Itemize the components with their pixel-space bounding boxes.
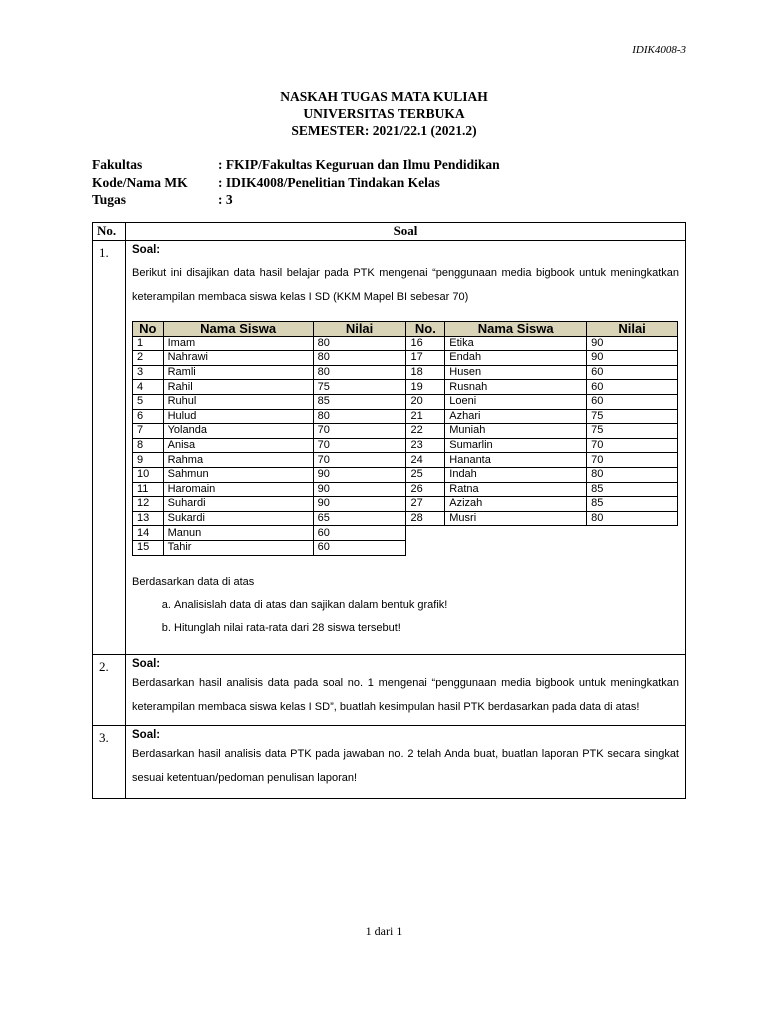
student-score: 90 xyxy=(587,336,678,351)
student-no: 22 xyxy=(406,424,445,439)
student-score: 60 xyxy=(587,365,678,380)
col-header: No xyxy=(133,322,164,337)
student-no: 28 xyxy=(406,511,445,526)
question-number: 3. xyxy=(93,725,126,798)
student-name: Sumarlin xyxy=(445,438,587,453)
questions-table xyxy=(92,222,686,799)
col-header: Nilai xyxy=(587,322,678,337)
student-score: 80 xyxy=(313,365,406,380)
meta-value: : FKIP/Fakultas Keguruan dan Ilmu Pendidikan xyxy=(218,157,500,172)
student-name: Hananta xyxy=(445,453,587,468)
col-header: Nama Siswa xyxy=(163,322,313,337)
student-name: Ratna xyxy=(445,482,587,497)
header-no: No. xyxy=(93,223,126,241)
question-number: 1. xyxy=(93,241,126,655)
document-title xyxy=(0,88,768,139)
table-row xyxy=(133,467,678,482)
student-scores-table xyxy=(132,321,678,556)
student-score: 70 xyxy=(313,438,406,453)
student-no: 4 xyxy=(133,380,164,395)
student-no: 24 xyxy=(406,453,445,468)
question-number: 2. xyxy=(93,654,126,725)
student-name: Rusnah xyxy=(445,380,587,395)
student-name: Loeni xyxy=(445,394,587,409)
table-row xyxy=(133,511,678,526)
meta-task xyxy=(92,191,500,209)
student-no: 11 xyxy=(133,482,164,497)
student-name: Hulud xyxy=(163,409,313,424)
student-no: 5 xyxy=(133,394,164,409)
student-score: 70 xyxy=(313,453,406,468)
student-name: Nahrawi xyxy=(163,351,313,366)
student-name: Imam xyxy=(163,336,313,351)
student-score: 85 xyxy=(313,394,406,409)
student-name: Rahil xyxy=(163,380,313,395)
student-name: Rahma xyxy=(163,453,313,468)
student-score: 70 xyxy=(587,453,678,468)
student-score: 60 xyxy=(313,526,406,541)
scores-body xyxy=(133,336,678,555)
empty-cell xyxy=(445,526,587,541)
student-score: 90 xyxy=(587,351,678,366)
question-1-intro: Berikut ini disajikan data hasil belajar pada PTK mengenai “penggunaan media bigbook untuk meningkatkan keterampilan membaca siswa kelas I SD (KKM Mapel BI sebesar 70) xyxy=(132,267,679,303)
document-code: IDIK4008-3 xyxy=(632,44,686,56)
student-no: 10 xyxy=(133,467,164,482)
table-row xyxy=(133,482,678,497)
question-2-text: Berdasarkan hasil analisis data pada soal no. 1 mengenai “penggunaan media bigbook untuk meningkatkan keterampilan membaca siswa kelas I SD”, buatlah kesimpulan hasil PTK berdasarkan pada data di atas! xyxy=(132,676,679,713)
question-2-content xyxy=(126,654,686,725)
student-no: 2 xyxy=(133,351,164,366)
student-name: Yolanda xyxy=(163,424,313,439)
student-name: Ramli xyxy=(163,365,313,380)
student-score: 80 xyxy=(587,467,678,482)
question-1-followup: Berdasarkan data di atas xyxy=(132,575,255,588)
student-no: 15 xyxy=(133,540,164,555)
table-row xyxy=(133,424,678,439)
table-row xyxy=(133,453,678,468)
soal-label: Soal: xyxy=(132,728,161,741)
title-line-2: UNIVERSITAS TERBUKA xyxy=(303,106,465,121)
student-name: Husen xyxy=(445,365,587,380)
meta-label: Kode/Nama MK xyxy=(92,174,188,190)
empty-cell xyxy=(406,540,445,555)
table-row xyxy=(133,438,678,453)
student-score: 90 xyxy=(313,482,406,497)
student-no: 14 xyxy=(133,526,164,541)
empty-cell xyxy=(587,526,678,541)
student-no: 8 xyxy=(133,438,164,453)
student-score: 80 xyxy=(313,409,406,424)
student-name: Azizah xyxy=(445,497,587,512)
page-number: 1 dari 1 xyxy=(365,924,403,938)
student-no: 21 xyxy=(406,409,445,424)
student-no: 18 xyxy=(406,365,445,380)
student-no: 19 xyxy=(406,380,445,395)
student-no: 1 xyxy=(133,336,164,351)
student-name: Indah xyxy=(445,467,587,482)
student-score: 60 xyxy=(587,394,678,409)
question-3-content xyxy=(126,725,686,798)
student-name: Musri xyxy=(445,511,587,526)
student-name: Suhardi xyxy=(163,497,313,512)
table-row xyxy=(133,409,678,424)
student-no: 26 xyxy=(406,482,445,497)
student-score: 70 xyxy=(313,424,406,439)
empty-cell xyxy=(587,540,678,555)
empty-cell xyxy=(445,540,587,555)
meta-label: Tugas xyxy=(92,192,127,207)
course-meta xyxy=(92,156,500,209)
student-no: 16 xyxy=(406,336,445,351)
student-name: Sukardi xyxy=(163,511,313,526)
soal-label: Soal: xyxy=(132,657,161,670)
student-no: 13 xyxy=(133,511,164,526)
table-row xyxy=(133,380,678,395)
question-1-row xyxy=(93,241,686,655)
student-no: 3 xyxy=(133,365,164,380)
student-score: 80 xyxy=(313,351,406,366)
student-no: 27 xyxy=(406,497,445,512)
student-score: 85 xyxy=(587,482,678,497)
student-score: 85 xyxy=(587,497,678,512)
student-no: 20 xyxy=(406,394,445,409)
student-score: 80 xyxy=(587,511,678,526)
title-line-1: NASKAH TUGAS MATA KULIAH xyxy=(280,89,488,104)
student-score: 90 xyxy=(313,467,406,482)
question-3-text: Berdasarkan hasil analisis data PTK pada jawaban no. 2 telah Anda buat, buatlan laporan PTK secara singkat sesuai ketentuan/pedoman penulisan laporan! xyxy=(132,747,679,784)
col-header: Nilai xyxy=(313,322,406,337)
empty-cell xyxy=(406,526,445,541)
student-no: 7 xyxy=(133,424,164,439)
student-no: 6 xyxy=(133,409,164,424)
student-score: 75 xyxy=(587,409,678,424)
table-row xyxy=(133,526,678,541)
question-1-content xyxy=(126,241,686,655)
student-score: 80 xyxy=(313,336,406,351)
student-no: 17 xyxy=(406,351,445,366)
student-score: 65 xyxy=(313,511,406,526)
meta-label: Fakultas xyxy=(92,157,143,172)
task-item: b. Hitunglah nilai rata-rata dari 28 siswa tersebut! xyxy=(174,617,679,640)
table-row xyxy=(133,336,678,351)
col-header: Nama Siswa xyxy=(445,322,587,337)
task-item: a. Analisislah data di atas dan sajikan dalam bentuk grafik! xyxy=(174,594,679,617)
table-row xyxy=(133,365,678,380)
student-name: Anisa xyxy=(163,438,313,453)
student-no: 12 xyxy=(133,497,164,512)
student-name: Sahmun xyxy=(163,467,313,482)
table-row xyxy=(133,394,678,409)
meta-faculty xyxy=(92,156,500,174)
question-3-row xyxy=(93,725,686,798)
student-score: 90 xyxy=(313,497,406,512)
student-name: Haromain xyxy=(163,482,313,497)
student-name: Endah xyxy=(445,351,587,366)
soal-label: Soal: xyxy=(132,244,161,256)
table-row xyxy=(133,351,678,366)
header-soal: Soal xyxy=(126,223,686,241)
student-score: 75 xyxy=(587,424,678,439)
meta-course xyxy=(92,174,500,192)
student-score: 60 xyxy=(313,540,406,555)
student-score: 60 xyxy=(587,380,678,395)
student-name: Ruhul xyxy=(163,394,313,409)
student-name: Etika xyxy=(445,336,587,351)
table-row xyxy=(133,497,678,512)
questions-header-row xyxy=(93,223,686,241)
student-name: Muniah xyxy=(445,424,587,439)
question-1-tasks xyxy=(132,594,679,640)
meta-value: : 3 xyxy=(218,192,233,207)
student-score: 70 xyxy=(587,438,678,453)
question-2-row xyxy=(93,654,686,725)
student-no: 23 xyxy=(406,438,445,453)
meta-value: : IDIK4008/Penelitian Tindakan Kelas xyxy=(218,174,440,190)
title-line-3: SEMESTER: 2021/22.1 (2021.2) xyxy=(291,123,477,138)
student-name: Azhari xyxy=(445,409,587,424)
col-header: No. xyxy=(406,322,445,337)
student-no: 25 xyxy=(406,467,445,482)
student-name: Manun xyxy=(163,526,313,541)
student-name: Tahir xyxy=(163,540,313,555)
student-no: 9 xyxy=(133,453,164,468)
scores-header-row xyxy=(133,322,678,337)
table-row xyxy=(133,540,678,555)
student-score: 75 xyxy=(313,380,406,395)
